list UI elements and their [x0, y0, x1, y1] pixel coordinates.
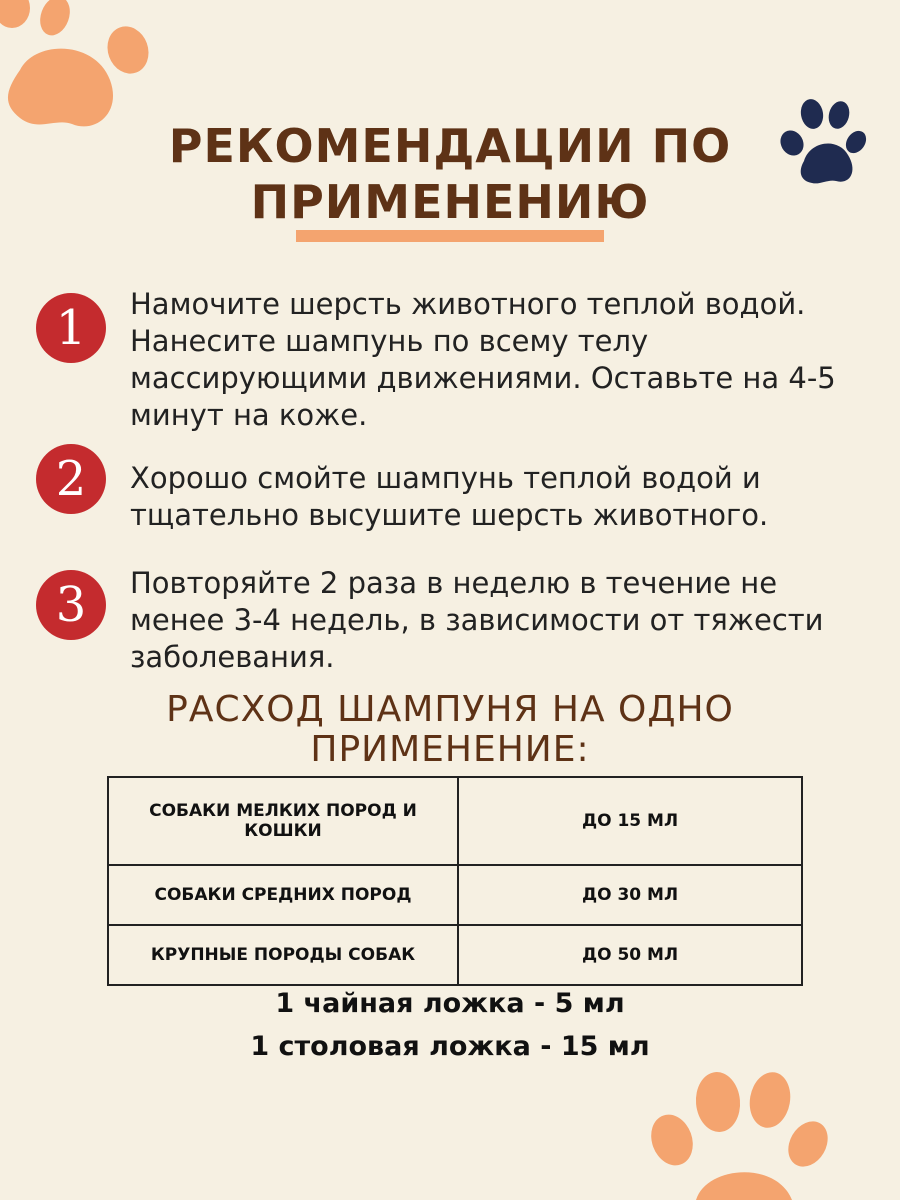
table-cell-amount: ДО 15 МЛ — [458, 777, 802, 865]
step-text: Хорошо смойте шампунь теплой водой и тщательно высушите шерсть животного. — [130, 461, 769, 532]
paw-print-icon — [0, 0, 160, 140]
table-cell-category: КРУПНЫЕ ПОРОДЫ СОБАК — [108, 925, 458, 985]
table-cell-amount: ДО 50 МЛ — [458, 925, 802, 985]
page-title-line-2: ПРИМЕНЕНИЮ — [250, 175, 650, 229]
tablespoon-note: 1 столовая ложка - 15 мл — [250, 1031, 650, 1062]
step-text: Намочите шерсть животного теплой водой. Нанесите шампунь по всему телу массирующими движениями. Оставьте на 4-5 минут на коже. — [130, 287, 836, 432]
table-row — [108, 925, 802, 985]
step-number-badge: 1 — [36, 293, 106, 363]
table-row — [108, 865, 802, 925]
step-text: Повторяйте 2 раза в неделю в течение не менее 3-4 недель, в зависимости от тяжести заболевания. — [130, 566, 824, 674]
table-cell-category: СОБАКИ МЕЛКИХ ПОРОД И КОШКИ — [108, 777, 458, 865]
table-row — [108, 777, 802, 865]
step-number-badge: 3 — [36, 570, 106, 640]
teaspoon-note: 1 чайная ложка - 5 мл — [275, 988, 625, 1019]
usage-table — [107, 776, 803, 986]
table-cell-amount: ДО 30 МЛ — [458, 865, 802, 925]
title-underline — [296, 230, 604, 242]
usage-title-line-1: РАСХОД ШАМПУНЯ НА ОДНО — [166, 689, 734, 730]
step-number-badge: 2 — [36, 444, 106, 514]
table-cell-category: СОБАКИ СРЕДНИХ ПОРОД — [108, 865, 458, 925]
usage-title-line-2: ПРИМЕНЕНИЕ: — [310, 729, 590, 770]
paw-print-icon — [636, 1070, 900, 1200]
page-title-line-1: РЕКОМЕНДАЦИИ ПО — [168, 119, 732, 173]
